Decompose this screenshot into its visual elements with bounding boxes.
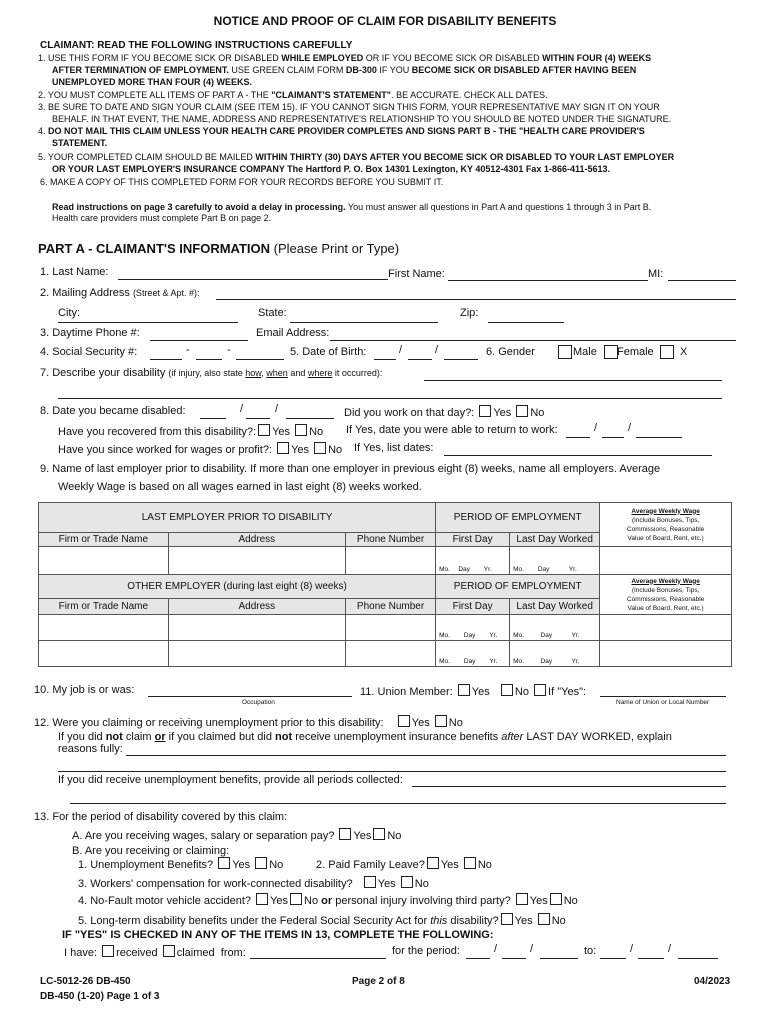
disabled-slash-2: / bbox=[275, 403, 279, 415]
ssn-part3-field[interactable] bbox=[236, 359, 284, 360]
instructions-heading: CLAIMANT: READ THE FOLLOWING INSTRUCTIONS CAREFULLY bbox=[40, 40, 353, 51]
period-from-month-field[interactable] bbox=[466, 958, 490, 959]
instruction-5: 5. YOUR COMPLETED CLAIM SHOULD BE MAILED WITHIN THIRTY (30) DAYS AFTER YOU BECOME SICK OR DISABLED TO YOUR LAST EMPLOYER bbox=[38, 152, 675, 162]
period-header-2: PERIOD OF EMPLOYMENT bbox=[436, 575, 600, 599]
periods-field-2[interactable] bbox=[70, 803, 726, 804]
disability-description-field-2[interactable] bbox=[58, 398, 722, 399]
ssn-dash-1: - bbox=[186, 344, 190, 356]
return-slash-1: / bbox=[594, 422, 598, 434]
q3-phone-label: 3. Daytime Phone #: bbox=[40, 327, 140, 339]
q7-disability-label: 7. Describe your disability (if injury, also state how, when and where it occurred): bbox=[40, 367, 383, 379]
list-dates-field[interactable] bbox=[444, 455, 712, 456]
male-female-divider-box[interactable] bbox=[604, 345, 618, 359]
q13-b3-label: 3. Workers' compensation for work-connected disability? Yes No bbox=[78, 878, 429, 890]
recovered-yes-checkbox[interactable] bbox=[258, 424, 270, 436]
first-day-cell[interactable]: Mo. Day Yr. bbox=[436, 547, 510, 575]
instruction-4: 4. DO NOT MAIL THIS CLAIM UNLESS YOUR HEALTH CARE PROVIDER COMPLETES AND SIGNS PART B - THE "HEALTH CARE PROVIDER'S bbox=[38, 126, 645, 136]
no-fault-no-checkbox[interactable] bbox=[290, 893, 302, 905]
phone-cell[interactable] bbox=[345, 615, 435, 641]
third-party-no-checkbox[interactable] bbox=[550, 893, 562, 905]
worked-since-yes-checkbox[interactable] bbox=[277, 442, 289, 454]
form-title: NOTICE AND PROOF OF CLAIM FOR DISABILITY BENEFITS bbox=[213, 14, 557, 28]
period-to-day-field[interactable] bbox=[638, 958, 664, 959]
recovered-no-checkbox[interactable] bbox=[295, 424, 307, 436]
firm-cell[interactable] bbox=[39, 641, 169, 667]
disabled-slash-1: / bbox=[240, 403, 244, 415]
union-ifyes-checkbox[interactable] bbox=[534, 684, 546, 696]
period-from-day-field[interactable] bbox=[502, 958, 526, 959]
phone-cell[interactable] bbox=[345, 547, 435, 575]
last-day-header-2: Last Day Worked bbox=[510, 599, 600, 615]
instruction-1-line3: UNEMPLOYED MORE THAN FOUR (4) WEEKS. bbox=[52, 77, 253, 87]
period-slash-1: / bbox=[494, 943, 498, 955]
address-header-1: Address bbox=[168, 533, 345, 547]
address-header-2: Address bbox=[168, 599, 345, 615]
reasons-field[interactable] bbox=[126, 755, 726, 756]
occupation-field[interactable] bbox=[148, 696, 352, 697]
claimed-checkbox[interactable] bbox=[163, 945, 175, 957]
unemployment-yes-checkbox[interactable] bbox=[398, 715, 410, 727]
q12-unemployment-label: 12. Were you claiming or receiving unemployment prior to this disability: Yes No bbox=[34, 717, 463, 729]
ssdi-no-checkbox[interactable] bbox=[538, 913, 550, 925]
first-day-cell[interactable]: Mo. Day Yr. bbox=[436, 641, 510, 667]
work-day-no-checkbox[interactable] bbox=[516, 405, 528, 417]
mi-field[interactable] bbox=[668, 280, 736, 281]
union-no-checkbox[interactable] bbox=[501, 684, 513, 696]
dob-slash-1: / bbox=[399, 344, 403, 356]
dob-slash-2: / bbox=[435, 344, 439, 356]
period-slash-2: / bbox=[530, 943, 534, 955]
q13-b-label: B. Are you receiving or claiming: bbox=[72, 845, 230, 857]
return-month-field[interactable] bbox=[566, 437, 590, 438]
instruction-6: 6. MAKE A COPY OF THIS COMPLETED FORM FOR YOUR RECORDS BEFORE YOU SUBMIT IT. bbox=[40, 177, 444, 187]
q8-disabled-date-label: 8. Date you became disabled: bbox=[40, 405, 186, 417]
phone-field[interactable] bbox=[150, 340, 248, 341]
dob-year-field[interactable] bbox=[444, 359, 478, 360]
period-to-year-field[interactable] bbox=[678, 958, 718, 959]
ssn-part1-field[interactable] bbox=[150, 359, 182, 360]
list-dates-label: If Yes, list dates: bbox=[354, 442, 434, 454]
work-day-yes-checkbox[interactable] bbox=[479, 405, 491, 417]
avg-wage-cell[interactable] bbox=[600, 615, 732, 641]
q9-employer-label-line2: Weekly Wage is based on all wages earned in last eight (8) weeks worked. bbox=[58, 481, 422, 493]
disabled-year-field[interactable] bbox=[286, 418, 334, 419]
avg-wage-header-2: Average Weekly Wage (Include Bonuses, Tips, Commissions, Reasonable Value of Board, Rent, etc.) bbox=[600, 575, 732, 615]
form-revision: DB-450 (1-20) Page 1 of 3 bbox=[40, 991, 160, 1002]
disability-description-field[interactable] bbox=[424, 380, 722, 381]
part-a-heading: PART A - CLAIMANT'S INFORMATION (Please Print or Type) bbox=[38, 241, 400, 256]
q12-explain-label: If you did not claim or if you claimed but did not receive unemployment insurance benefits after LAST DAY WORKED, explain bbox=[58, 731, 672, 743]
q13-b4-label: 4. No-Fault motor vehicle accident? Yes No or personal injury involving third party? Yes No bbox=[78, 895, 578, 907]
q5-dob-label: 5. Date of Birth: bbox=[290, 346, 367, 358]
period-from-year-field[interactable] bbox=[540, 958, 578, 959]
last-employer-header: LAST EMPLOYER PRIOR TO DISABILITY bbox=[39, 503, 436, 533]
union-yes-checkbox[interactable] bbox=[458, 684, 470, 696]
workers-comp-no-checkbox[interactable] bbox=[401, 876, 413, 888]
instruction-3-line2: BEHALF. IN THAT EVENT, THE NAME, ADDRESS AND REPRESENTATIVE'S RELATIONSHIP TO YOU SHOULD BE NOTED UNDER THE SIGNATURE. bbox=[52, 114, 672, 124]
no-fault-yes-checkbox[interactable] bbox=[256, 893, 268, 905]
period-to-month-field[interactable] bbox=[600, 958, 626, 959]
read-note: Read instructions on page 3 carefully to avoid a delay in processing. You must answer all questions in Part A and questions 1 through 3 in Part B. bbox=[52, 202, 652, 212]
address-cell[interactable] bbox=[168, 547, 345, 575]
phone-header-2: Phone Number bbox=[345, 599, 435, 615]
mi-label: MI: bbox=[648, 268, 664, 280]
state-label: State: bbox=[258, 307, 287, 319]
family-leave-no-checkbox[interactable] bbox=[464, 857, 476, 869]
form-date: 04/2023 bbox=[694, 976, 731, 987]
periods-field[interactable] bbox=[412, 786, 726, 787]
unemployment-benefits-yes-checkbox[interactable] bbox=[218, 857, 230, 869]
return-slash-2: / bbox=[628, 422, 632, 434]
last-day-header-1: Last Day Worked bbox=[510, 533, 600, 547]
q13-label: 13. For the period of disability covered by this claim: bbox=[34, 811, 288, 823]
q11-union-label: 11. Union Member: Yes No If "Yes": bbox=[360, 686, 587, 698]
recovered-label: Have you recovered from this disability?: Yes No bbox=[58, 426, 324, 438]
last-day-cell[interactable]: Mo. Day Yr. bbox=[510, 641, 600, 667]
form-code: LC-5012-26 DB-450 bbox=[40, 976, 131, 987]
q4-ssn-label: 4. Social Security #: bbox=[40, 346, 138, 358]
first-day-header-2: First Day bbox=[436, 599, 510, 615]
return-year-field[interactable] bbox=[636, 437, 682, 438]
instruction-3: 3. BE SURE TO DATE AND SIGN YOUR CLAIM (SEE ITEM 15). IF YOU CANNOT SIGN THIS FORM, YOUR REPRESENTATIVE MAY SIGN IT ON YOUR bbox=[38, 102, 660, 112]
other-employer-header: OTHER EMPLOYER (during last eight (8) weeks) bbox=[39, 575, 436, 599]
unemployment-benefits-no-checkbox[interactable] bbox=[255, 857, 267, 869]
disabled-month-field[interactable] bbox=[200, 418, 226, 419]
ssn-dash-2: - bbox=[227, 344, 231, 356]
city-label: City: bbox=[58, 307, 80, 319]
avg-wage-header-1: Average Weekly Wage (Include Bonuses, Tips, Commissions, Reasonable Value of Board, Rent, etc.) bbox=[600, 503, 732, 547]
q13-b2-label: 2. Paid Family Leave? Yes No bbox=[316, 859, 492, 871]
email-field[interactable] bbox=[330, 340, 736, 341]
page-number: Page 2 of 8 bbox=[352, 976, 405, 987]
firm-cell[interactable] bbox=[39, 615, 169, 641]
phone-cell[interactable] bbox=[345, 641, 435, 667]
occupation-caption: Occupation bbox=[242, 699, 275, 706]
return-day-field[interactable] bbox=[602, 437, 624, 438]
q13-ihave-label: I have: received claimed from: bbox=[64, 947, 246, 959]
worked-since-label: Have you since worked for wages or profit?: Yes No bbox=[58, 444, 343, 456]
avg-wage-cell[interactable] bbox=[600, 547, 732, 575]
dob-month-field[interactable] bbox=[374, 359, 396, 360]
first-name-label: First Name: bbox=[388, 268, 445, 280]
instruction-2: 2. YOU MUST COMPLETE ALL ITEMS OF PART A - THE "CLAIMANT'S STATEMENT". BE ACCURATE. CHECK ALL DATES. bbox=[38, 90, 548, 100]
union-caption: Name of Union or Local Number bbox=[616, 699, 710, 706]
first-day-cell[interactable]: Mo. Day Yr. bbox=[436, 615, 510, 641]
period-to-slash-2: / bbox=[668, 943, 672, 955]
ssn-part2-field[interactable] bbox=[196, 359, 222, 360]
state-field[interactable] bbox=[290, 322, 438, 323]
period-to-slash-1: / bbox=[630, 943, 634, 955]
reasons-field-2[interactable] bbox=[58, 771, 726, 772]
q1-last-name-label: 1. Last Name: bbox=[40, 266, 109, 278]
q13-b5-label: 5. Long-term disability benefits under the Federal Social Security Act for this disability? Yes No bbox=[78, 915, 566, 927]
instruction-4-line2: STATEMENT. bbox=[52, 138, 108, 148]
dob-day-field[interactable] bbox=[408, 359, 432, 360]
to-label: to: bbox=[584, 945, 597, 957]
received-checkbox[interactable] bbox=[102, 945, 114, 957]
firm-header-2: Firm or Trade Name bbox=[39, 599, 169, 615]
phone-header-1: Phone Number bbox=[345, 533, 435, 547]
q2-mailing-address-label: 2. Mailing Address (Street & Apt. #): bbox=[40, 287, 200, 299]
worked-since-no-checkbox[interactable] bbox=[314, 442, 326, 454]
instruction-5-line2: OR YOUR LAST EMPLOYER'S INSURANCE COMPANY The Hartford P. O. Box 14301 Lexington, KY 40512-4301 Fax 1-866-411-5613. bbox=[52, 164, 610, 174]
q13-b1-label: 1. Unemployment Benefits? Yes No bbox=[78, 859, 284, 871]
last-day-cell[interactable]: Mo. Day Yr. bbox=[510, 547, 600, 575]
workers-comp-yes-checkbox[interactable] bbox=[364, 876, 376, 888]
q12-reasons-label: reasons fully: bbox=[58, 743, 123, 755]
wages-no-checkbox[interactable] bbox=[373, 828, 385, 840]
return-date-label: If Yes, date you were able to return to work: bbox=[346, 424, 558, 436]
wages-yes-checkbox[interactable] bbox=[339, 828, 351, 840]
firm-header-1: Firm or Trade Name bbox=[39, 533, 169, 547]
firm-cell[interactable] bbox=[39, 547, 169, 575]
third-party-yes-checkbox[interactable] bbox=[516, 893, 528, 905]
zip-label: Zip: bbox=[460, 307, 479, 319]
union-name-field[interactable] bbox=[600, 696, 726, 697]
instruction-1-line2: AFTER TERMINATION OF EMPLOYMENT. USE GREEN CLAIM FORM DB-300 IF YOU BECOME SICK OR DISABLED AFTER HAVING BEEN bbox=[52, 65, 637, 75]
read-note-line2: Health care providers must complete Part B on page 2. bbox=[52, 213, 272, 223]
address-cell[interactable] bbox=[168, 615, 345, 641]
q9-employer-label: 9. Name of last employer prior to disability. If more than one employer in previous eight (8) weeks, name all employers. Average bbox=[40, 463, 661, 475]
from-field[interactable] bbox=[250, 958, 386, 959]
ssdi-yes-checkbox[interactable] bbox=[501, 913, 513, 925]
mailing-address-field[interactable] bbox=[216, 299, 736, 300]
first-name-field[interactable] bbox=[448, 280, 648, 281]
q13-ifyes-heading: IF "YES" IS CHECKED IN ANY OF THE ITEMS IN 13, COMPLETE THE FOLLOWING: bbox=[62, 929, 494, 941]
work-that-day-label: Did you work on that day?: Yes No bbox=[344, 407, 545, 419]
first-day-header-1: First Day bbox=[436, 533, 510, 547]
gender-x-mark: X bbox=[680, 346, 688, 358]
q12-periods-label: If you did receive unemployment benefits, provide all periods collected: bbox=[58, 774, 403, 786]
city-field[interactable] bbox=[58, 322, 238, 323]
unemployment-no-checkbox[interactable] bbox=[435, 715, 447, 727]
q6-gender-label: 6. Gender bbox=[486, 346, 535, 358]
female-label: Female bbox=[617, 346, 654, 358]
period-header-1: PERIOD OF EMPLOYMENT bbox=[436, 503, 600, 533]
q13-a-label: A. Are you receiving wages, salary or separation pay? Yes No bbox=[72, 830, 402, 842]
employer-table bbox=[38, 502, 732, 667]
for-period-label: for the period: bbox=[392, 945, 460, 957]
last-day-cell[interactable]: Mo. Day Yr. bbox=[510, 615, 600, 641]
female-checkbox[interactable] bbox=[660, 345, 674, 359]
address-cell[interactable] bbox=[168, 641, 345, 667]
instruction-1: 1. USE THIS FORM IF YOU BECOME SICK OR DISABLED WHILE EMPLOYED OR IF YOU BECOME SICK OR DISABLED WITHIN FOUR (4) WEEKS bbox=[38, 53, 652, 63]
q10-job-label: 10. My job is or was: bbox=[34, 684, 135, 696]
zip-field[interactable] bbox=[488, 322, 564, 323]
email-label: Email Address: bbox=[256, 327, 330, 339]
male-label: Male bbox=[573, 346, 597, 358]
family-leave-yes-checkbox[interactable] bbox=[427, 857, 439, 869]
last-name-field[interactable] bbox=[118, 279, 388, 280]
disabled-day-field[interactable] bbox=[246, 418, 270, 419]
male-checkbox[interactable] bbox=[558, 345, 572, 359]
avg-wage-cell[interactable] bbox=[600, 641, 732, 667]
